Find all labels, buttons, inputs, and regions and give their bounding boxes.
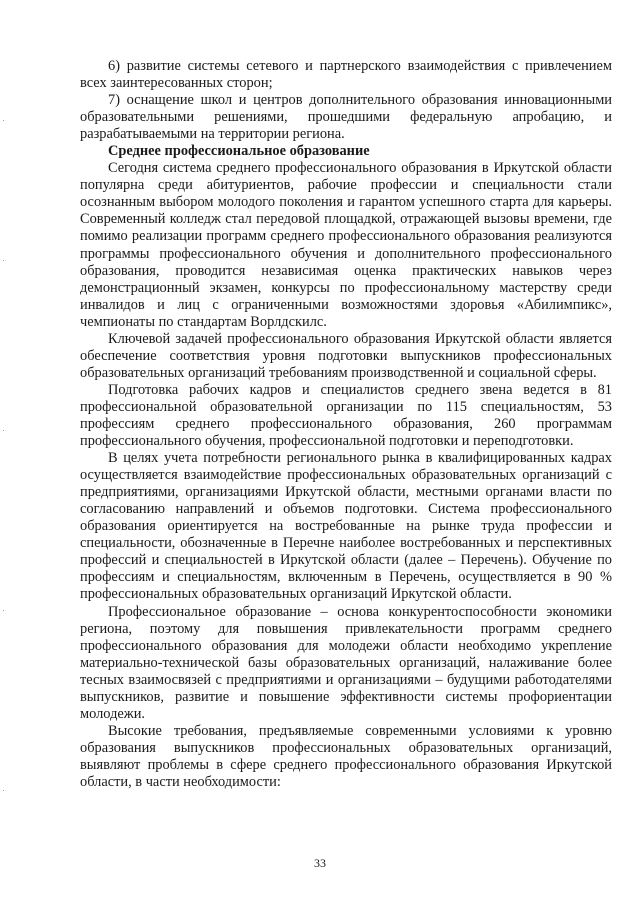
page-number: 33 bbox=[314, 856, 326, 870]
scan-edge-marks bbox=[3, 0, 5, 905]
scan-dot bbox=[3, 610, 4, 611]
scan-dot bbox=[3, 120, 4, 121]
paragraph: Ключевой задачей профессионального образования Иркутской области является обеспечение соответствия уровня подготовки выпускников профессиональных образовательных организаций требованиям производственной и социальной сферы. bbox=[80, 330, 612, 381]
paragraph: Подготовка рабочих кадров и специалистов среднего звена ведется в 81 профессиональной образовательной организации по 115 специальностям, 53 профессиям среднего профессионального образования, 260 программам профессионального обучения, профессиональной подготовки и переподготовки. bbox=[80, 381, 612, 450]
scan-dot bbox=[3, 430, 4, 431]
list-item-7: 7) оснащение школ и центров дополнительного образования инновационными образовательными решениями, прошедшими федеральную апробацию, и разрабатываемыми на территории региона. bbox=[80, 92, 612, 143]
paragraph: В целях учета потребности регионального рынка в квалифицированных кадрах осуществляется взаимодействие профессиональных образовательных организаций с предприятиями, организациями Иркутской области, местными органами власти по согласованию направлений и объемов подготовки. Система профессионального образования ориентируется на востребованные на рынке труда профессии и специальности, обозначенные в Перечне наиболее востребованных и перспективных профессий и специальностей в Иркутской области (далее – Перечень). Обучение по профессиям и специальностям, включенным в Перечень, осуществляется в 90 % профессиональных образовательных организаций Иркутской области. bbox=[80, 450, 612, 603]
scan-dot bbox=[3, 790, 4, 791]
scan-dot bbox=[3, 260, 4, 261]
body-text bbox=[80, 58, 612, 791]
paragraph: Высокие требования, предъявляемые современными условиями к уровню образования выпускников профессиональных образовательных организаций, выявляют проблемы в сфере среднего профессионального образования Иркутской области, в части необходимости: bbox=[80, 722, 612, 790]
paragraph: Профессиональное образование – основа конкурентоспособности экономики региона, поэтому для повышения привлекательности программ среднего профессионального образования для молодежи области необходимо укрепление материально-технической базы образовательных организаций, налаживание более тесных взаимосвязей с предприятиями и организациями – будущими работодателями выпускников, развитие и повышение эффективности системы профориентации молодежи. bbox=[80, 603, 612, 722]
list-item-6: 6) развитие системы сетевого и партнерского взаимодействия с привлечением всех заинтересованных сторон; bbox=[80, 58, 612, 92]
paragraph: Сегодня система среднего профессионального образования в Иркутской области популярна среди абитуриентов, рабочие профессии и специальности стали осознанным выбором молодого поколения и гарантом успешного старта для карьеры. Современный колледж стал передовой площадкой, отражающей вызовы времени, где помимо реализации программ среднего профессионального образования реализуются программы профессионального обучения и дополнительного профессионального образования, проводится независимая оценка практических навыков через демонстрационный экзамен, конкурсы по профессиональному мастерству среди инвалидов и лиц с ограниченными возможностями здоровья «Абилимпикс», чемпионаты по стандартам Ворлдскилс. bbox=[80, 160, 612, 330]
section-heading: Среднее профессиональное образование bbox=[108, 143, 370, 160]
